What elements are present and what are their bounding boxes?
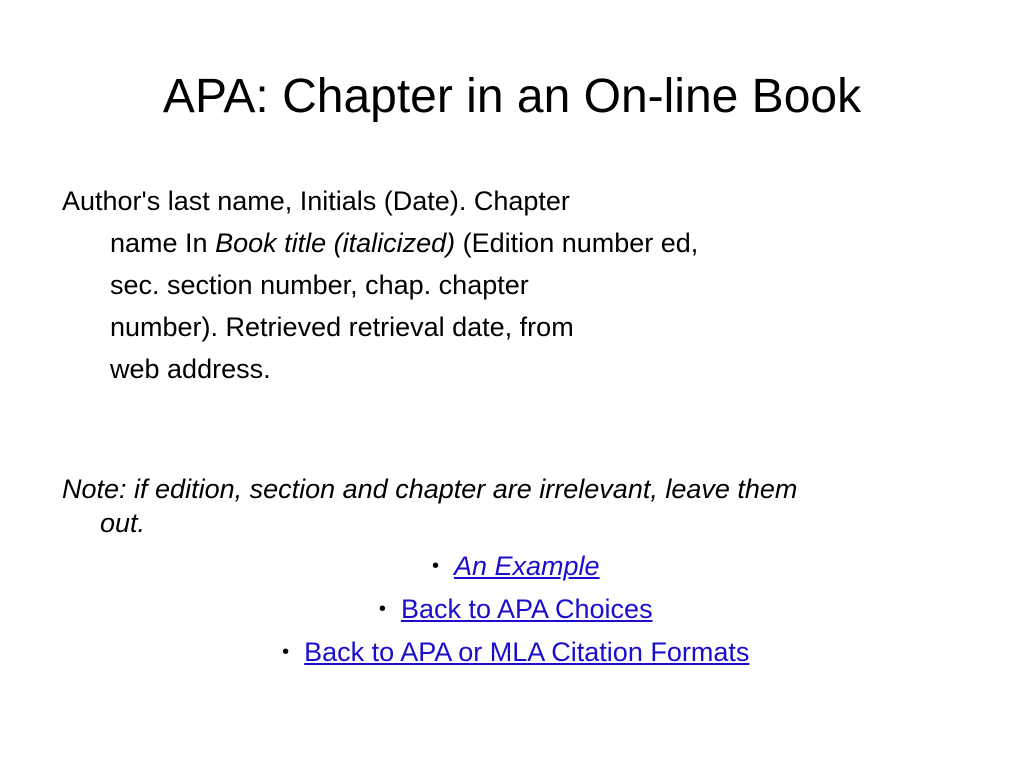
citation-format <box>62 180 982 390</box>
page-title: APA: Chapter in an On-line Book <box>162 70 862 123</box>
list-item <box>0 631 1024 674</box>
link-list <box>0 545 1024 674</box>
back-to-citation-formats-link[interactable]: Back to APA or MLA Citation Formats <box>304 637 750 667</box>
list-item <box>0 545 1024 588</box>
book-title-placeholder: Book title (italicized) <box>215 228 456 258</box>
list-item <box>0 588 1024 631</box>
bullet-icon: • <box>431 555 439 577</box>
citation-line-2-start: name In <box>110 228 216 258</box>
note-paragraph <box>62 472 982 540</box>
citation-line-3: sec. section number, chap. chapter <box>110 270 529 300</box>
citation-line-2 <box>62 222 982 264</box>
bullet-icon: • <box>282 641 290 663</box>
citation-line-1: Author's last name, Initials (Date). Chapter <box>62 186 570 216</box>
note-line-1: Note: if edition, section and chapter are irrelevant, leave them <box>62 474 798 504</box>
citation-line-4: number). Retrieved retrieval date, from <box>110 312 574 342</box>
an-example-link[interactable]: An Example <box>453 551 600 581</box>
bullet-icon: • <box>378 598 386 620</box>
citation-line-5: web address. <box>110 354 271 384</box>
back-to-apa-choices-link[interactable]: Back to APA Choices <box>400 594 653 624</box>
note-line-2: out. <box>100 508 146 538</box>
citation-line-2-end: (Edition number ed, <box>455 228 699 258</box>
